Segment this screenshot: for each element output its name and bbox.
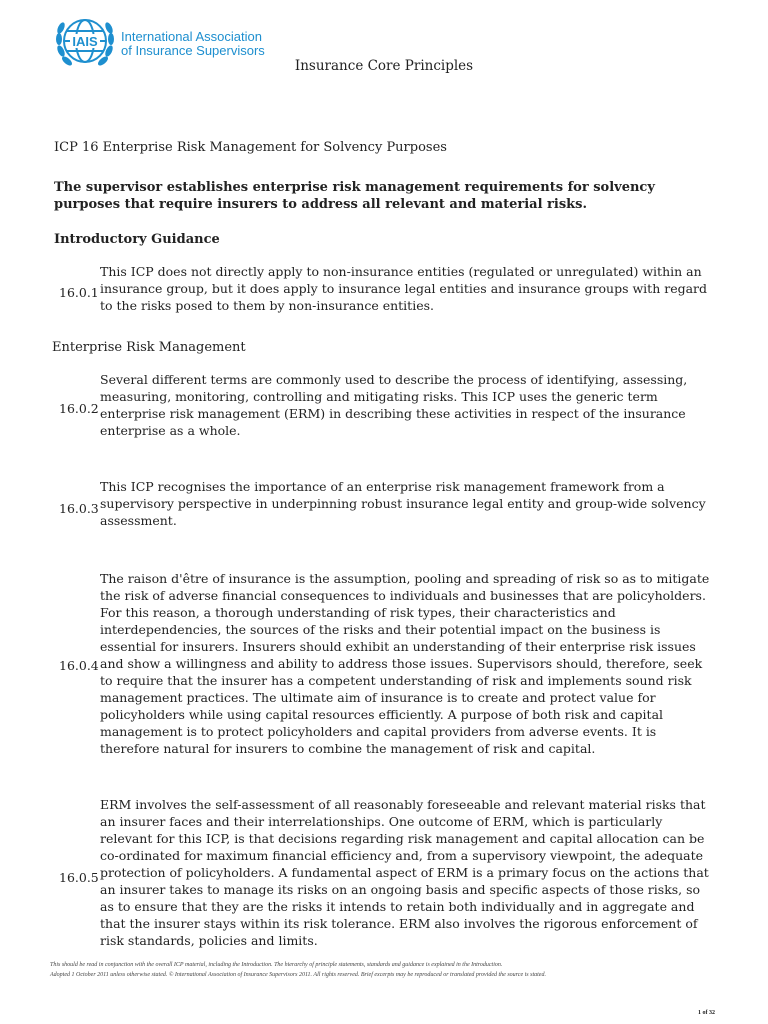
principle-statement: The supervisor establishes enterprise risk management requirements for solvency purposes that require insurers to address all relevant and material risks. xyxy=(54,180,655,212)
section-heading-introductory-guidance: Introductory Guidance xyxy=(54,232,220,247)
logo-abbrev: IAIS xyxy=(72,34,98,49)
paragraph-text: This ICP does not directly apply to non-insurance entities (regulated or unregulated) within an insurance group, but it does apply to insurance legal entities and insurance groups with regard to the risks posed to them by non-insurance entities. xyxy=(100,264,708,313)
paragraph-number: 16.0.4 xyxy=(59,658,99,673)
paragraph-text: This ICP recognises the importance of an enterprise risk management framework from a supervisory perspective in underpinning robust insurance legal entity and group-wide solvency assessment. xyxy=(100,479,706,528)
paragraph-number: 16.0.5 xyxy=(59,870,99,885)
paragraph-number: 16.0.2 xyxy=(59,401,99,416)
paragraph-text: The raison d'être of insurance is the assumption, pooling and spreading of risk so as to mitigate the risk of adverse financial consequences to individuals and businesses that are policyholders. For this reason, a thorough understanding of risk types, their characteristics and interdependencies, the sources of the risks and their potential impact on the business is essential for insurers. Insurers should exhibit an understanding of their enterprise risk issues and show a willingness and ability to address those issues. Supervisors should, therefore, seek to require that the insurer has a competent understanding of risk and implements sound risk management practices. The ultimate aim of insurance is to create and protect value for policyholders while using capital resources efficiently. A purpose of both risk and capital management is to protect policyholders and capital providers from adverse events. It is therefore natural for insurers to combine the management of risk and capital. xyxy=(100,571,710,756)
footer-line-1: This should be read in conjunction with the overall ICP material, including the Introduction. The hierarchy of principle statements, standards and guidance is explained in the Introduction. xyxy=(50,962,503,968)
paragraph-text: Several different terms are commonly used to describe the process of identifying, assessing, measuring, monitoring, controlling and mitigating risks. This ICP uses the generic term enterprise risk management (ERM) in describing these activities in respect of the insurance enterprise as a whole. xyxy=(100,372,688,438)
org-name-line2: of Insurance Supervisors xyxy=(121,43,265,58)
document-title: Insurance Core Principles xyxy=(294,58,474,74)
section-heading-erm: Enterprise Risk Management xyxy=(52,340,246,355)
paragraph-number: 16.0.3 xyxy=(59,501,99,516)
org-name xyxy=(121,30,265,58)
icp-title: ICP 16 Enterprise Risk Management for Solvency Purposes xyxy=(54,140,447,155)
page-number: 1 of 32 xyxy=(698,1010,715,1016)
org-name-line1: International Association xyxy=(121,29,262,44)
paragraph-text: ERM involves the self-assessment of all reasonably foreseeable and relevant material risks that an insurer faces and their interrelationships. One outcome of ERM, which is particularly relevant for this ICP, is that decisions regarding risk management and capital allocation can be co-ordinated for maximum financial efficiency and, from a supervisory viewpoint, the adequate protection of policyholders. A fundamental aspect of ERM is a primary focus on the actions that an insurer takes to manage its risks on an ongoing basis and specific aspects of those risks, so as to ensure that they are the risks it intends to retain both individually and in aggregate and that the insurer stays within its risk tolerance. ERM also involves the rigorous enforcement of risk standards, policies and limits. xyxy=(100,797,709,948)
footer-line-2: Adopted 1 October 2011 unless otherwise stated. © International Association of Insurance Supervisors 2011. All rights reserved. Brief excerpts may be reproduced or translated provided the source is stated. xyxy=(50,972,546,978)
footer-note xyxy=(50,960,720,980)
paragraph-number: 16.0.1 xyxy=(59,285,99,300)
